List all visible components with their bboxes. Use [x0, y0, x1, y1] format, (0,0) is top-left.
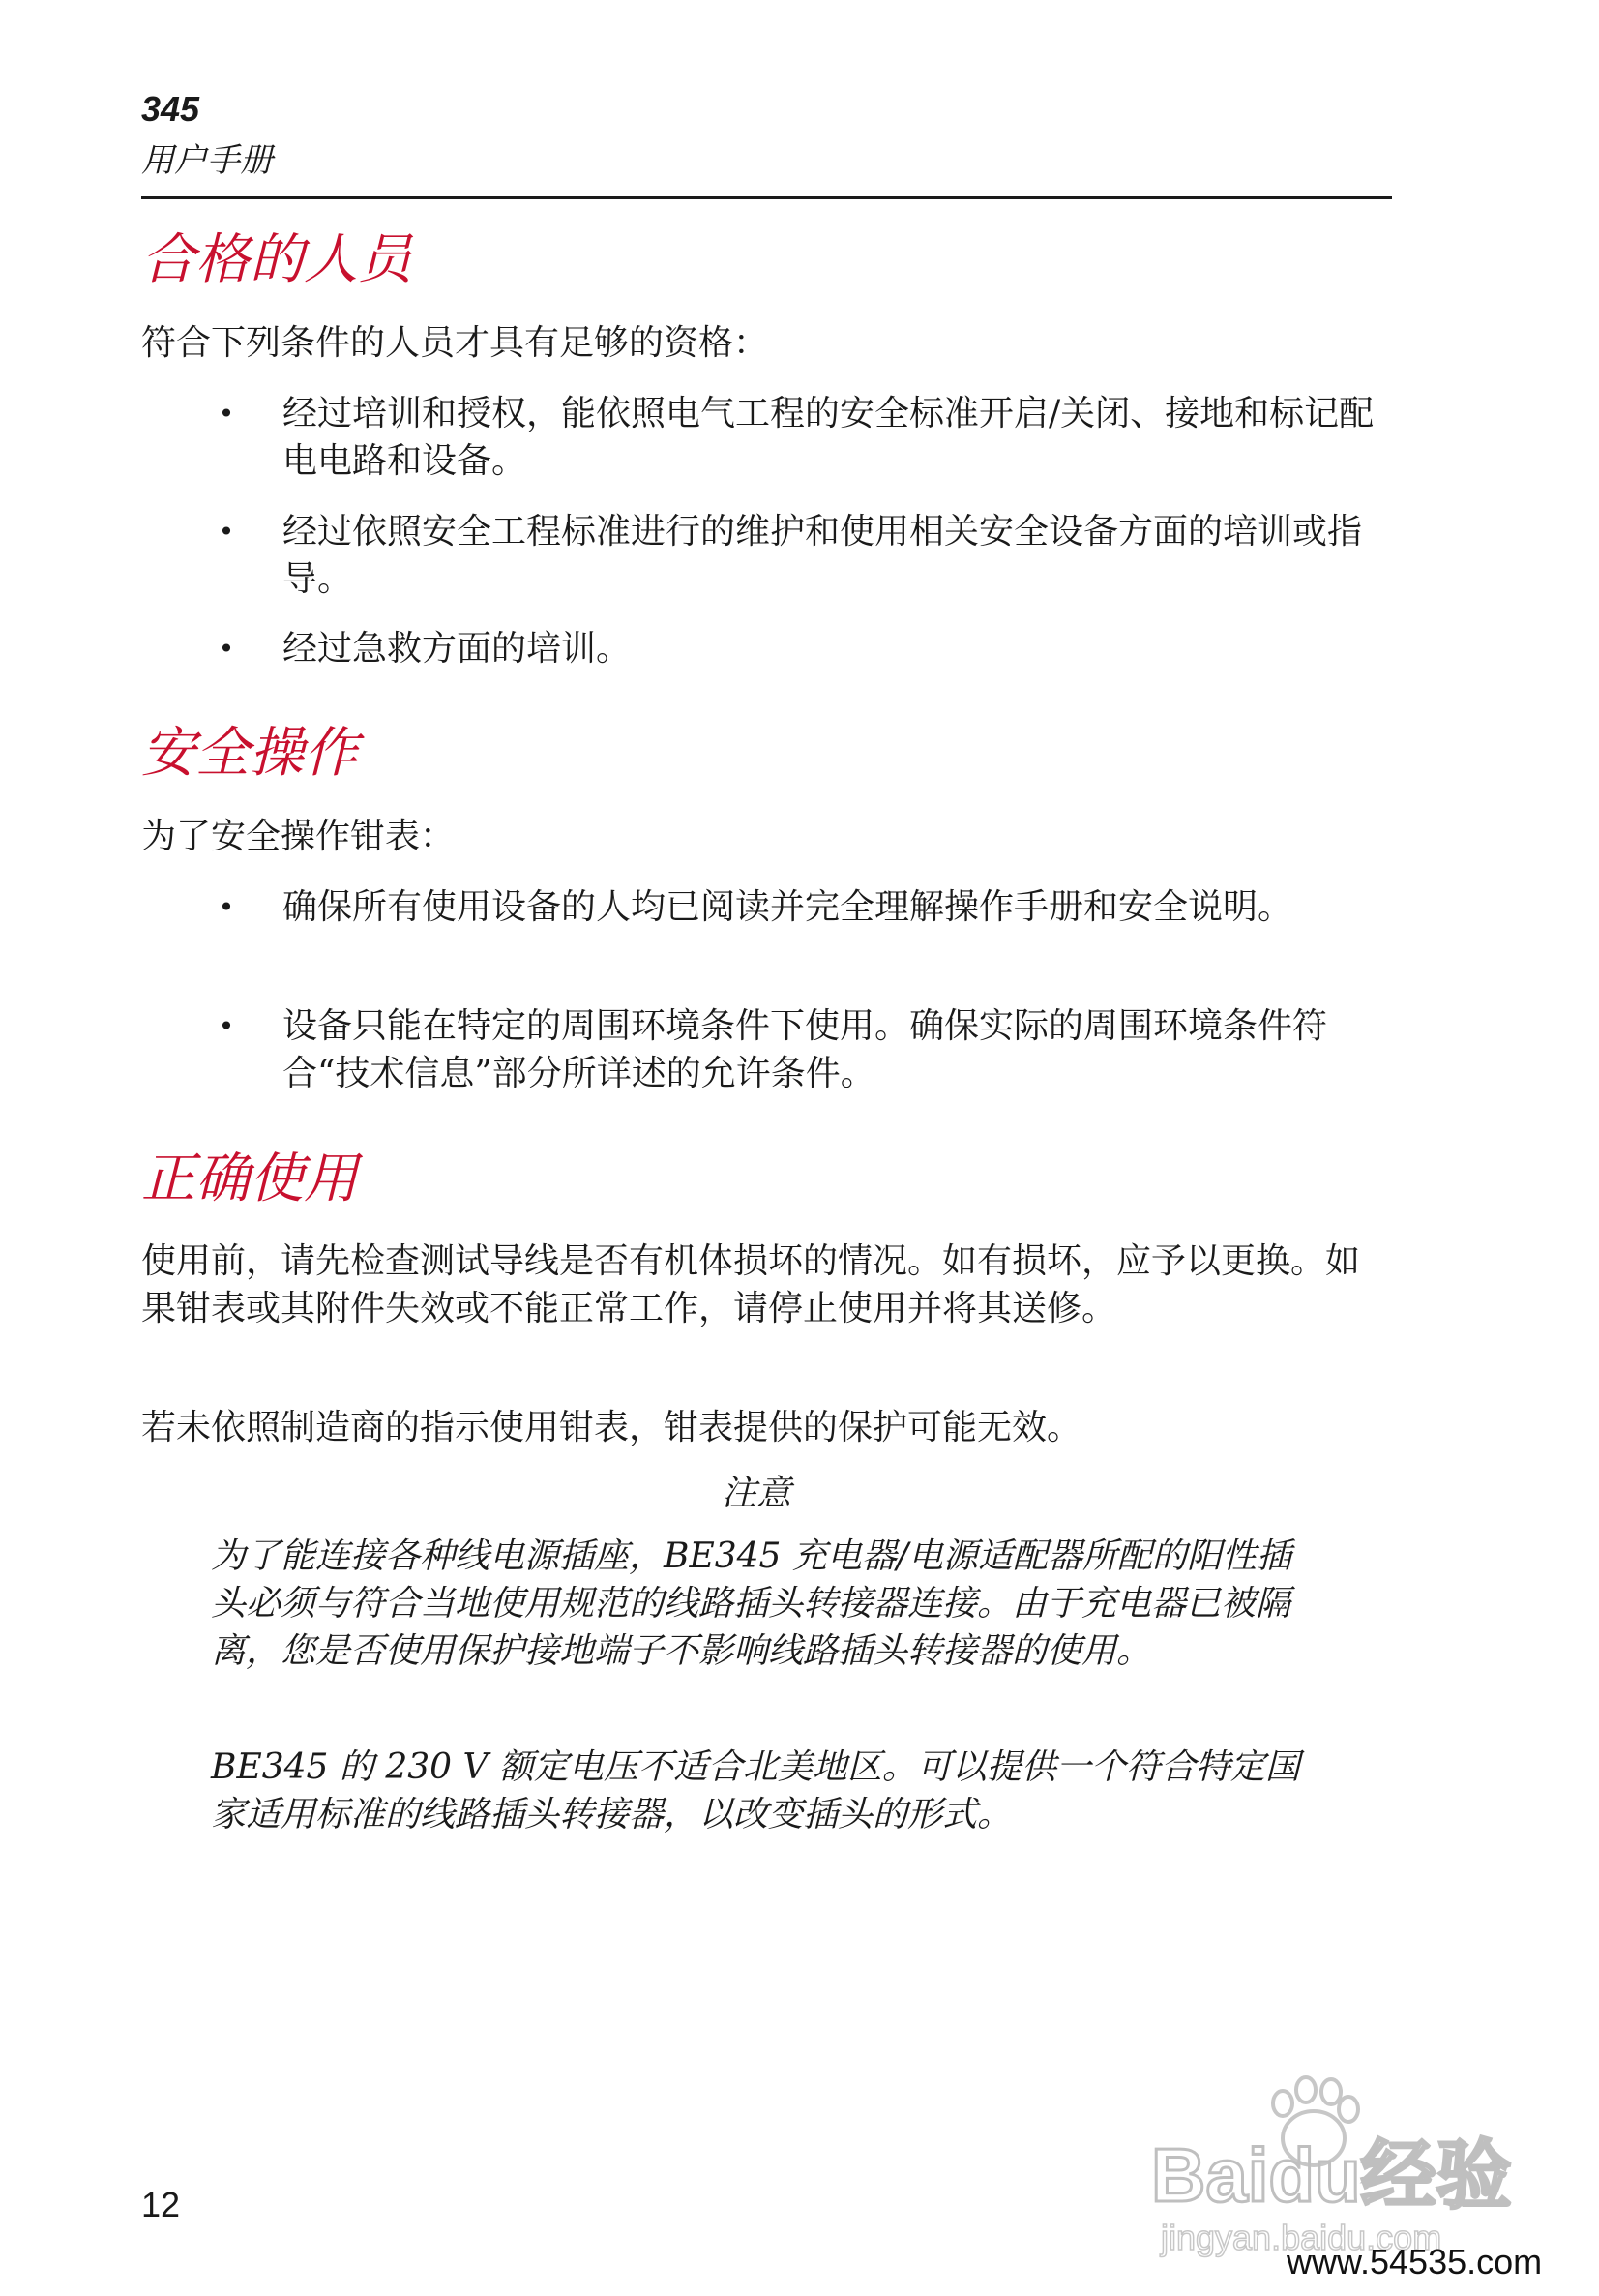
body-paragraph: 若未依照制造商的指示使用钳表，钳表提供的保护可能无效。 [141, 1408, 1082, 1447]
list-item-text: 确保所有使用设备的人均已阅读并完全理解操作手册和安全说明。 [282, 887, 1293, 927]
list-item-text: 经过急救方面的培训。 [282, 629, 632, 669]
svg-text:jingyan.baidu.com: jingyan.baidu.com [1161, 2218, 1442, 2257]
section-heading-correct-use: 正确使用 [141, 1148, 358, 1210]
header-rule [141, 196, 1392, 199]
body-paragraph: 使用前，请先检查测试导线是否有机体损坏的情况。如有损坏，应予以更换。如果钳表或其附件失效或不能正常工作，请停止使用并将其送修。 [141, 1241, 1361, 1328]
section-intro: 符合下列条件的人员才具有足够的资格： [141, 323, 769, 363]
bullet-icon: • [218, 516, 235, 548]
section-intro: 为了安全操作钳表： [141, 817, 456, 856]
watermark [1141, 2071, 1548, 2264]
list-item-text: 经过依照安全工程标准进行的维护和使用相关安全设备方面的培训或指导。 [282, 512, 1363, 599]
paw-icon [1141, 2071, 1548, 2264]
list-item-text: 设备只能在特定的周围环境条件下使用。确保实际的周围环境条件符合“技术信息”部分所详述的允许条件。 [282, 1006, 1328, 1093]
bullet-icon: • [218, 1010, 235, 1042]
bullet-icon: • [218, 633, 235, 665]
note-label: 注意 [722, 1474, 792, 1513]
bullet-icon: • [218, 398, 235, 430]
svg-text:Baidu经验: Baidu经验 [1151, 2132, 1512, 2218]
list-item-text: 经过培训和授权，能依照电气工程的安全标准开启/关闭、接地和标记配电电路和设备。 [282, 394, 1375, 481]
header-subtitle: 用户手册 [141, 141, 273, 180]
section-heading-safe-operation: 安全操作 [141, 722, 358, 785]
note-paragraph: BE345 的 230 V 额定电压不适合北美地区。可以提供一个符合特定国家适用标准的线路插头转接器，以改变插头的形式。 [211, 1747, 1300, 1834]
header-model: 345 [141, 89, 200, 129]
page-number: 12 [141, 2185, 181, 2224]
site-url: www.54535.com [1287, 2242, 1543, 2281]
bullet-icon: • [218, 891, 235, 923]
note-paragraph: 为了能连接各种线电源插座，BE345 充电器/电源适配器所配的阳性插头必须与符合当地使用规范的线路插头转接器连接。由于充电器已被隔离，您是否使用保护接地端子不影响线路插头转接器的使用。 [211, 1536, 1292, 1671]
section-heading-qualified-personnel: 合格的人员 [141, 228, 412, 291]
